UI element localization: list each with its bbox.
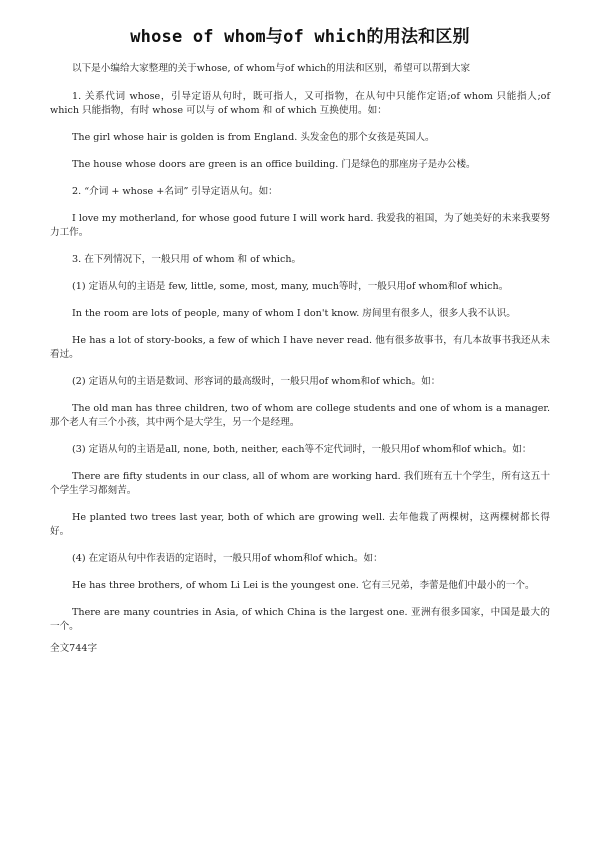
- example-paragraph: He has a lot of story-books, a few of which I have never read. 他有很多故事书，有几本故事书我还从未看过。: [50, 335, 550, 360]
- rule-2-paragraph: 2. “介词 + whose +名词” 引导定语从句。如：: [72, 186, 278, 197]
- document-body: [50, 62, 550, 656]
- subrule-3-paragraph: (3) 定语从句的主语是all, none, both, neither, each等不定代词时，一般只用of whom和of which。如：: [72, 444, 532, 455]
- example-paragraph: He has three brothers, of whom Li Lei is the youngest one. 它有三兄弟，李蕾是他们中最小的一个。: [72, 580, 535, 591]
- example-paragraph: I love my motherland, for whose good future I will work hard. 我爱我的祖国，为了她美好的未来我要努力工作。: [50, 213, 550, 238]
- subrule-1-paragraph: (1) 定语从句的主语是 few, little, some, most, many, much等时，一般只用of whom和of which。: [72, 281, 509, 292]
- document-title: whose of whom与of which的用法和区别: [130, 27, 470, 47]
- example-paragraph: He planted two trees last year, both of which are growing well. 去年他栽了两棵树，这两棵树都长得好。: [50, 512, 550, 537]
- example-paragraph: In the room are lots of people, many of whom I don't know. 房间里有很多人，很多人我不认识。: [72, 308, 516, 319]
- example-paragraph: There are fifty students in our class, all of whom are working hard. 我们班有五十个学生，所有这五十个学生学习都刻苦。: [50, 471, 550, 496]
- example-paragraph: The house whose doors are green is an office building. 门是绿色的那座房子是办公楼。: [72, 159, 476, 170]
- rule-1-paragraph: 1. 关系代词 whose，引导定语从句时，既可指人，又可指物，在从句中只能作定语;of whom 只能指人;of which 只能指物，有时 whose 可以与 of whom 和 of which 互换使用。如：: [50, 91, 550, 116]
- word-count: 全文744字: [50, 643, 98, 654]
- rule-3-paragraph: 3. 在下列情况下，一般只用 of whom 和 of which。: [72, 254, 302, 265]
- example-paragraph: The girl whose hair is golden is from England. 头发金色的那个女孩是英国人。: [72, 132, 435, 143]
- subrule-2-paragraph: (2) 定语从句的主语是数词、形容词的最高级时，一般只用of whom和of which。如：: [72, 376, 441, 387]
- example-paragraph: There are many countries in Asia, of which China is the largest one. 亚洲有很多国家，中国是最大的一个。: [50, 607, 550, 632]
- intro-paragraph: 以下是小编给大家整理的关于whose, of whom与of which的用法和区别，希望可以帮到大家: [72, 63, 471, 74]
- example-paragraph: The old man has three children, two of whom are college students and one of whom is a manager. 那个老人有三个小孩，其中两个是大学生，另一个是经理。: [50, 403, 550, 428]
- subrule-4-paragraph: (4) 在定语从句中作表语的定语时，一般只用of whom和of which。如：: [72, 553, 383, 564]
